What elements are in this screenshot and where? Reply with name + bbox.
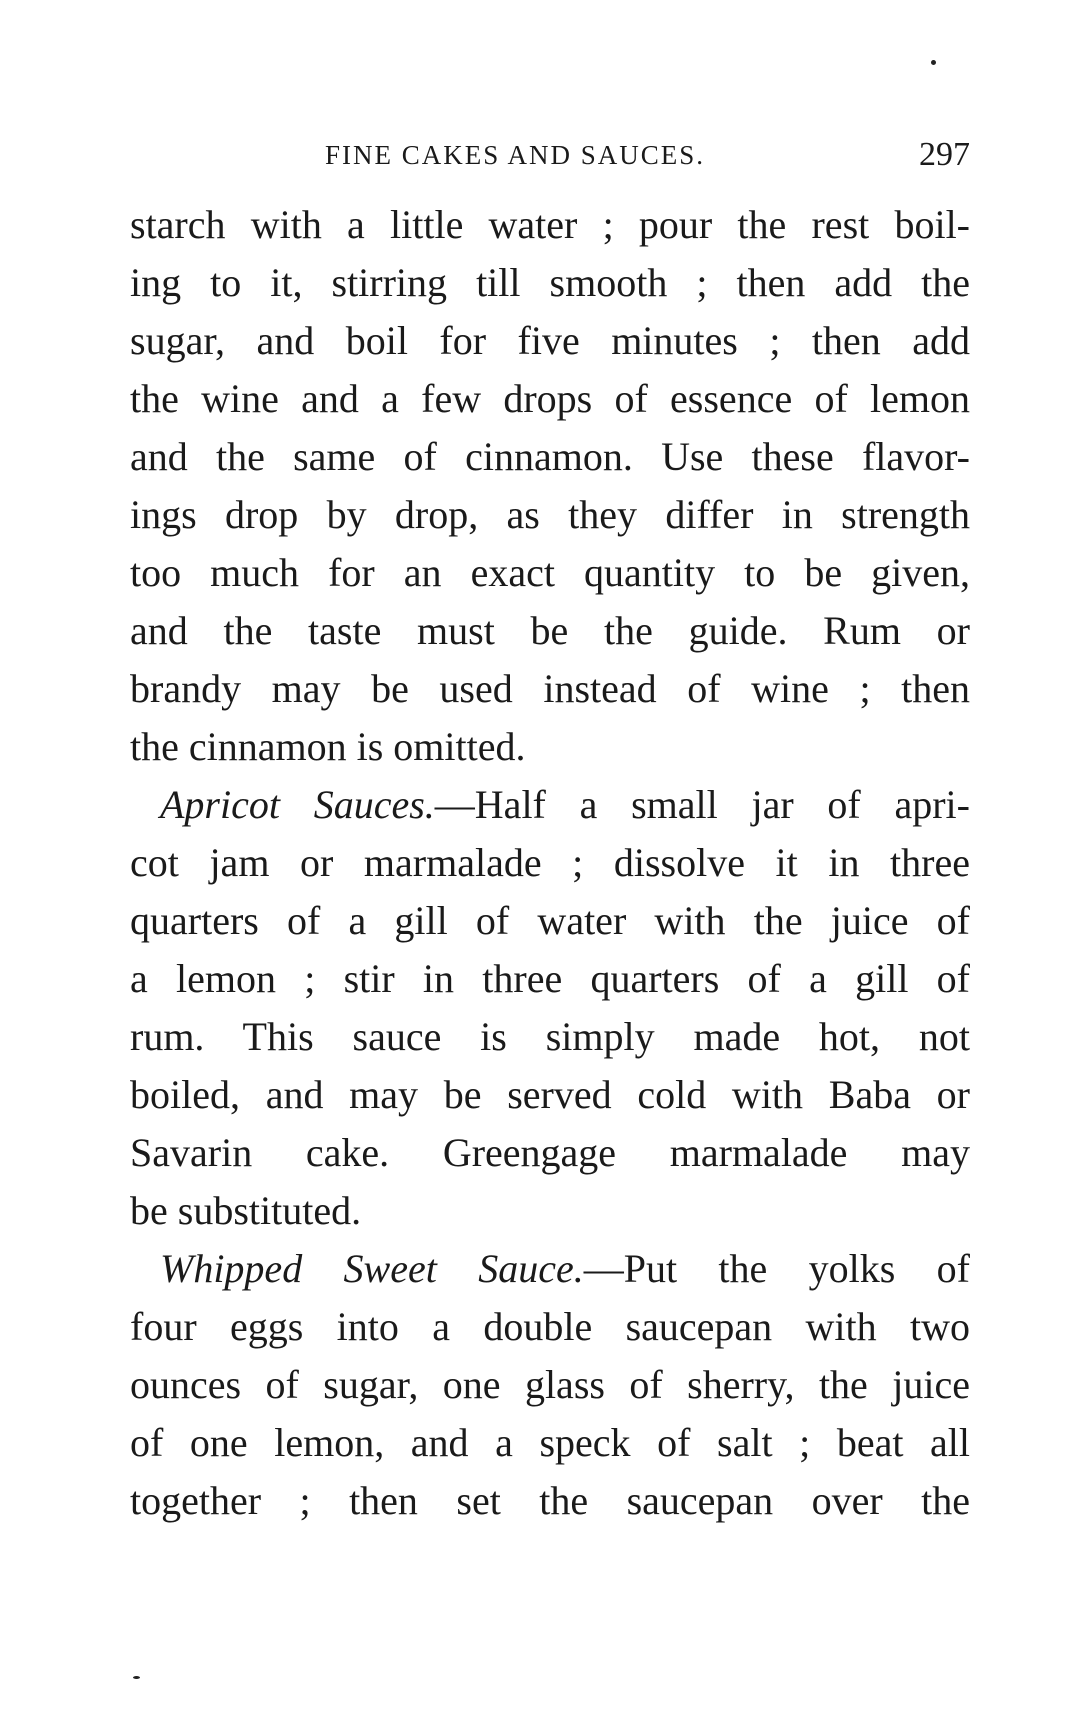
recipe-heading: Whipped Sweet Sauce. (160, 1246, 584, 1291)
ink-speck (133, 1676, 140, 1679)
text-line: brandy may be used instead of wine ; then (130, 666, 970, 711)
text-line: quarters of a gill of water with the juice of (130, 898, 970, 943)
text-line: Savarin cake. Greengage marmalade may (130, 1130, 970, 1175)
paragraph-starch-continuation (130, 196, 970, 776)
text-run: —Half a small jar of apri- (434, 782, 970, 827)
text-line: a lemon ; stir in three quarters of a gill of (130, 956, 970, 1001)
text-line: sugar, and boil for five minutes ; then add (130, 318, 970, 363)
page-number: 297 (919, 136, 970, 173)
text-line: and the taste must be the guide. Rum or (130, 608, 970, 653)
paragraph-apricot-sauces (130, 776, 970, 1240)
text-line: together ; then set the saucepan over the (130, 1478, 970, 1523)
text-line: and the same of cinnamon. Use these flavor- (130, 434, 970, 479)
body-text (130, 196, 970, 1530)
text-line: four eggs into a double saucepan with two (130, 1304, 970, 1349)
running-title: FINE CAKES AND SAUCES. (325, 140, 706, 170)
running-head (130, 136, 970, 180)
text-line: the cinnamon is omitted. (130, 724, 526, 769)
text-line: starch with a little water ; pour the rest boil- (130, 202, 970, 247)
text-run: —Put the yolks of (583, 1246, 970, 1291)
text-line: too much for an exact quantity to be given, (130, 550, 970, 595)
recipe-heading: Apricot Sauces. (160, 782, 435, 827)
text-line: ounces of sugar, one glass of sherry, the juice (130, 1362, 970, 1407)
paragraph-whipped-sweet-sauce (130, 1240, 970, 1530)
text-line: ing to it, stirring till smooth ; then add the (130, 260, 970, 305)
text-line: the wine and a few drops of essence of lemon (130, 376, 970, 421)
text-line: rum. This sauce is simply made hot, not (130, 1014, 970, 1059)
text-line: of one lemon, and a speck of salt ; beat all (130, 1420, 970, 1465)
ink-speck (931, 60, 936, 65)
text-line: be substituted. (130, 1188, 362, 1233)
text-line: ings drop by drop, as they differ in strength (130, 492, 970, 537)
text-line: boiled, and may be served cold with Baba or (130, 1072, 970, 1117)
text-line: cot jam or marmalade ; dissolve it in three (130, 840, 970, 885)
text-line (130, 1240, 970, 1298)
text-line (130, 776, 970, 834)
